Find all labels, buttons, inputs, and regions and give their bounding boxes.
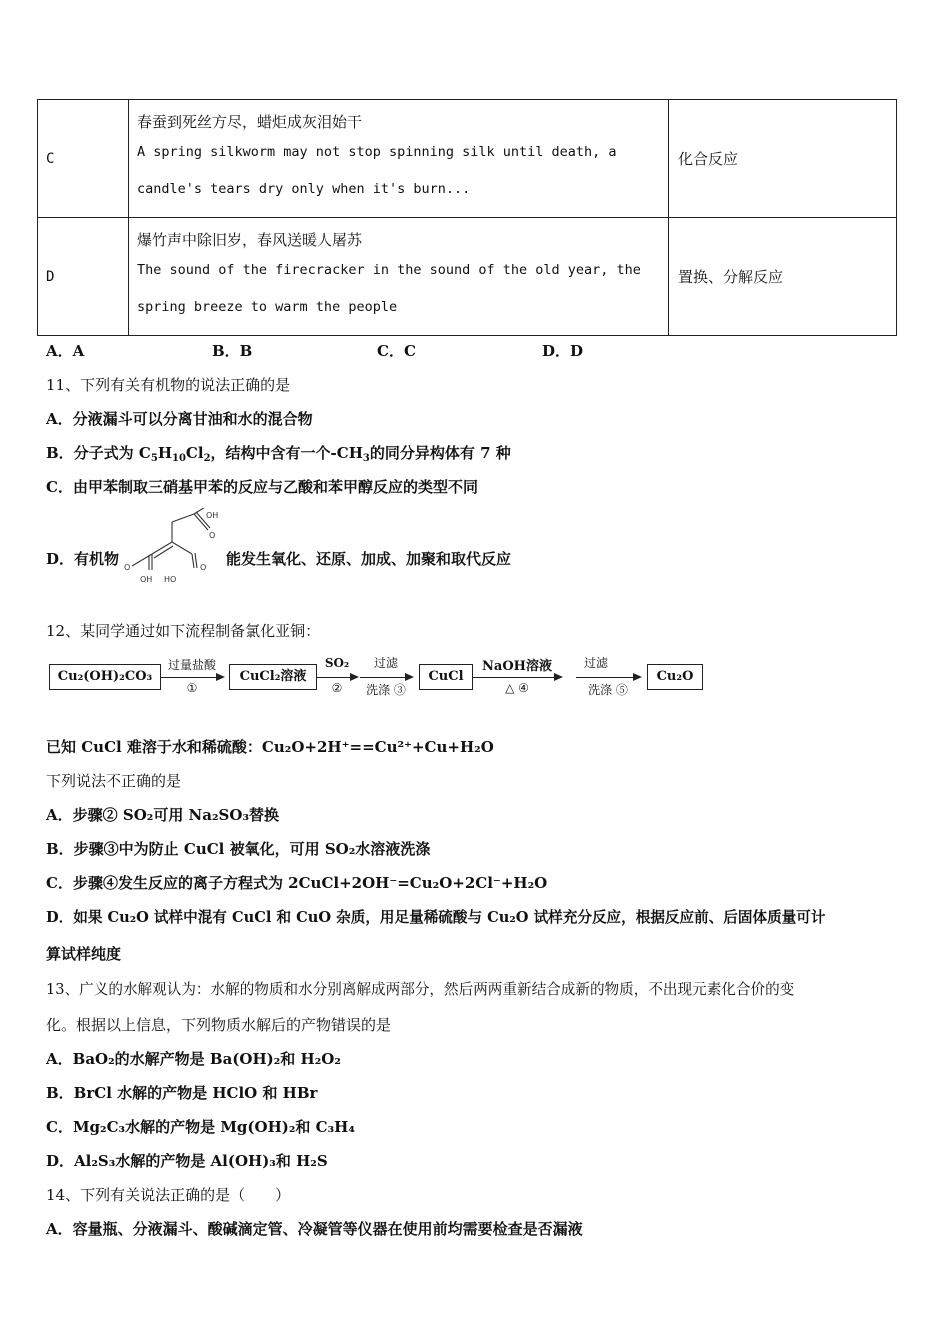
struct-label-ho: HO	[164, 575, 177, 584]
q13-stem: 13、广义的水解观认为：水解的物质和水分别离解成两部分，然后两两重新结合成新的物质，不出现元素化合价的变	[46, 981, 795, 998]
flow-arrow-3-top: 过滤	[373, 656, 398, 670]
options-table	[37, 99, 897, 336]
struct-label-o3: O	[200, 563, 207, 572]
table-row	[38, 218, 897, 336]
flow-box-cucl: CuCl	[419, 664, 473, 690]
flow-arrow-2	[317, 677, 357, 678]
q11-option-d-suffix[interactable]: 能发生氧化、还原、加成、加聚和取代反应	[226, 550, 512, 568]
q10-choice-d[interactable]: D．D	[542, 342, 584, 360]
q11-option-d-prefix[interactable]: D．有机物	[46, 550, 120, 568]
q10-choice-b[interactable]: B．B	[212, 342, 253, 360]
flow-arrow-5-bottom: 洗涤 ⑤	[588, 683, 628, 697]
q12-option-c[interactable]: C．步骤④发生反应的离子方程式为 2CuCl+2OH⁻=Cu₂O+2Cl⁻+H₂O	[46, 874, 548, 892]
reaction-type: 置换、分解反应	[669, 218, 897, 336]
flow-arrow-4-bottom: △ ④	[505, 681, 529, 695]
flow-arrow-3-bottom: 洗涤 ③	[366, 683, 406, 697]
q10-choice-a[interactable]: A．A	[46, 342, 85, 360]
q10-choice-c[interactable]: C．C	[377, 342, 416, 360]
flow-box-cucl2: CuCl₂溶液	[229, 664, 317, 690]
struct-label-oh-top: OH	[206, 511, 219, 520]
q11-option-b[interactable]: B．分子式为 $C_5H_{10}Cl_2$，结构中含有一个$-CH_3$的同分异构体有 7 种	[46, 444, 511, 464]
q12-stem: 12、某同学通过如下流程制备氯化亚铜：	[46, 622, 321, 640]
organic-structure-image	[122, 508, 226, 586]
flow-arrow-1	[161, 677, 223, 678]
flow-arrow-1-top: 过量盐酸	[167, 658, 216, 672]
poem-cell	[129, 218, 669, 336]
poem-chinese: 爆竹声中除旧岁，春风送暖人屠苏	[137, 230, 363, 249]
q12-ask: 下列说法不正确的是	[46, 772, 182, 790]
flow-box-cu2o: Cu₂O	[647, 664, 703, 690]
flow-arrow-4-top: NaOH溶液	[482, 659, 552, 674]
option-label: D	[38, 218, 129, 336]
q11-stem: 11、下列有关有机物的说法正确的是	[46, 376, 291, 394]
poem-chinese: 春蚕到死丝方尽，蜡炬成灰泪始干	[137, 112, 363, 131]
flow-arrow-2-top: SO₂	[324, 656, 350, 670]
flow-arrow-1-bottom: ①	[186, 681, 198, 695]
q13-option-c[interactable]: C．Mg₂C₃水解的产物是 Mg(OH)₂和 C₃H₄	[46, 1118, 355, 1136]
q14-stem: 14、下列有关说法正确的是（ ）	[46, 1186, 291, 1204]
q11-option-c[interactable]: C．由甲苯制取三硝基甲苯的反应与乙酸和苯甲醇反应的类型不同	[46, 478, 478, 496]
q13-option-a[interactable]: A．BaO₂的水解产物是 Ba(OH)₂和 H₂O₂	[46, 1050, 341, 1068]
reaction-type: 化合反应	[669, 100, 897, 218]
q12-known: 已知 CuCl 难溶于水和稀硫酸：Cu₂O+2H⁺==Cu²⁺+Cu+H₂O	[46, 738, 494, 756]
flow-arrow-5-top: 过滤	[583, 656, 608, 670]
struct-label-o2: O	[124, 563, 131, 572]
struct-label-o1: O	[209, 531, 216, 540]
struct-label-oh-bl: OH	[140, 575, 153, 584]
table-row	[38, 100, 897, 218]
q14-option-a[interactable]: A．容量瓶、分液漏斗、酸碱滴定管、冷凝管等仪器在使用前均需要检查是否漏液	[46, 1220, 583, 1238]
poem-english: A spring silkworm may not stop spinning silk until death, a candle's tears dry only when it's burn...	[137, 143, 617, 197]
poem-english: The sound of the firecracker in the sound of the old year, the spring breeze to warm the people	[137, 261, 641, 315]
q12-option-b[interactable]: B．步骤③中为防止 CuCl 被氧化，可用 SO₂水溶液洗涤	[46, 840, 431, 858]
flow-arrow-4	[473, 677, 561, 678]
flow-arrow-2-bottom: ②	[331, 681, 343, 695]
flow-arrow-3	[360, 677, 412, 678]
q13-option-b[interactable]: B．BrCl 水解的产物是 HClO 和 HBr	[46, 1084, 318, 1102]
poem-cell	[129, 100, 669, 218]
q11-option-a[interactable]: A．分液漏斗可以分离甘油和水的混合物	[46, 410, 313, 428]
q13-stem-cont: 化。根据以上信息，下列物质水解后的产物错误的是	[46, 1016, 392, 1034]
option-label: C	[38, 100, 129, 218]
flow-arrow-5	[576, 677, 640, 678]
q12-option-a[interactable]: A．步骤② SO₂可用 Na₂SO₃替换	[46, 806, 280, 824]
q13-option-d[interactable]: D．Al₂S₃水解的产物是 Al(OH)₃和 H₂S	[46, 1152, 328, 1170]
q12-option-d[interactable]: D．如果 Cu₂O 试样中混有 CuCl 和 CuO 杂质，用足量稀硫酸与 Cu₂O 试样充分反应，根据反应前、后固体质量可计	[46, 909, 826, 926]
q12-option-d-cont[interactable]: 算试样纯度	[46, 945, 122, 963]
flow-box-reactant: Cu₂(OH)₂CO₃	[49, 664, 161, 690]
